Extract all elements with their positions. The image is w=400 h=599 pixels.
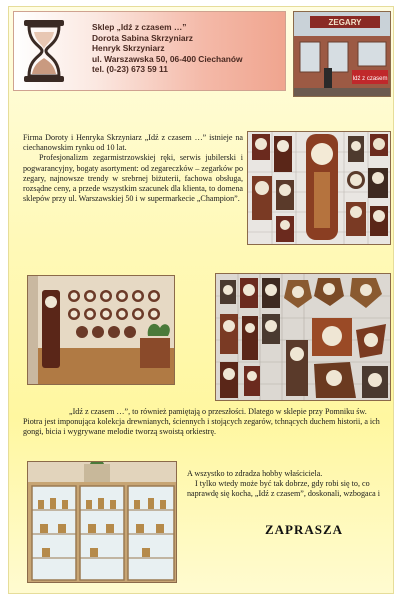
history-text bbox=[23, 407, 383, 438]
invitation-heading: ZAPRASZA bbox=[265, 522, 344, 537]
shop-phone: tel. (0-23) 673 59 11 bbox=[92, 64, 168, 75]
hobby-paragraph-2: I tylko wtedy może być tak dobrze, gdy robi się to, co naprawdę się kocha, „Idź z czasem”, doskonali, wzbogaca i bbox=[187, 479, 381, 499]
hourglass-icon bbox=[20, 18, 68, 84]
intro-paragraph-1: Firma Doroty i Henryka Skrzyniarz „Idź z czasem …” istnieje na ciechanowskim rynku od 10 lat. bbox=[23, 133, 243, 153]
storefront-sign-text: ZEGARY bbox=[328, 18, 362, 27]
intro-text bbox=[23, 133, 243, 204]
storefront-banner-text: Idź z czasem bbox=[352, 76, 388, 82]
hobby-text bbox=[187, 469, 387, 500]
wall-clocks-photo bbox=[247, 131, 391, 245]
owner-name-1: Dorota Sabina Skrzyniarz bbox=[92, 32, 193, 43]
flyer-page bbox=[8, 6, 394, 594]
shop-header bbox=[13, 11, 286, 91]
owner-name-2: Henryk Skrzyniarz bbox=[92, 43, 165, 54]
shop-interior-photo bbox=[27, 275, 175, 385]
intro-paragraph-2: Profesjonalizm zegarmistrzowskiej ręki, serwis jubilerski i pogwarancyjny, bogaty asortyment: od zegareczków – zegarków po zegary, najnowsze trendy w srebrnej biżuterii, fachowa obsługa, rozsądne ceny, a przede wszystkim szacunek dla klienta, to domena sklepów przy ul. Warszawskiej 50 i w supermarkecie „Champion”. bbox=[23, 153, 243, 204]
shop-address: ul. Warszawska 50, 06-400 Ciechanów bbox=[92, 53, 243, 64]
hobby-paragraph-1: A wszystko to zdradza hobby właściciela. bbox=[187, 469, 323, 478]
history-paragraph: „Idź z czasem …”, to również pamiętają o przeszłości. Dlatego w sklepie przy Pomniku św. Piotra jest imponująca kolekcja drewnianych, ściennych i stojących zegarów, tchnących duchem historii, a ich gongi, bicia i wygrywane melodie tworzą swoistą orkiestrę. bbox=[23, 407, 380, 437]
shop-contact-info bbox=[92, 22, 284, 75]
shop-name: Sklep „Idź z czasem …” bbox=[92, 22, 187, 32]
clock-collection-photo bbox=[215, 273, 391, 401]
display-case-photo bbox=[27, 461, 177, 583]
storefront-photo bbox=[293, 11, 391, 97]
